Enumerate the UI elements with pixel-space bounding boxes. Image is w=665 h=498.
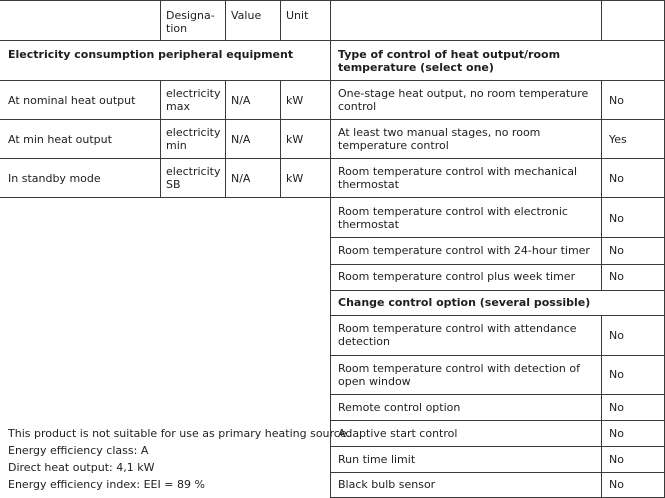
left-row-unit: kW [286,133,304,146]
left-row-value: N/A [231,172,251,185]
left-row-designation: electricity SB [166,165,221,191]
right-section-title: Type of control of heat output/room temperature (select one) [338,48,561,74]
left-row-value: N/A [231,94,251,107]
left-row-unit: kW [286,94,304,107]
option-row-value: No [609,478,624,491]
control-row-value: No [609,212,624,225]
option-row-value: No [609,401,624,414]
option-row-label: Remote control option [338,401,461,414]
note-efficiency-index: Energy efficiency index: EEI = 89 % [8,478,205,491]
left-row-label: At nominal heat output [8,94,136,107]
control-row-value: No [609,244,624,257]
control-row-label: Room temperature control with mechanical thermostat [338,165,578,191]
option-row-value: No [609,368,624,381]
right-section2-title: Change control option (several possible) [338,296,591,309]
header-designation: Designa- tion [166,9,215,35]
control-row-value: Yes [609,133,627,146]
left-row-designation: electricity min [166,126,221,152]
left-row-unit: kW [286,172,304,185]
control-row-value: No [609,94,624,107]
note-efficiency-class: Energy efficiency class: A [8,444,149,457]
left-row-value: N/A [231,133,251,146]
left-row-designation: electricity max [166,87,221,113]
control-row-label: Room temperature control with electronic thermostat [338,205,568,231]
option-row-label: Adaptive start control [338,427,458,440]
left-row-label: In standby mode [8,172,101,185]
note-primary-heating: This product is not suitable for use as primary heating source. [8,427,351,440]
control-row-label: Room temperature control plus week timer [338,270,576,283]
option-row-label: Black bulb sensor [338,478,436,491]
option-row-value: No [609,453,624,466]
control-row-label: One-stage heat output, no room temperature control [338,87,589,113]
option-row-label: Run time limit [338,453,416,466]
option-row-value: No [609,329,624,342]
left-row-label: At min heat output [8,133,112,146]
control-row-label: At least two manual stages, no room temperature control [338,126,541,152]
control-row-label: Room temperature control with 24-hour timer [338,244,590,257]
header-unit: Unit [286,9,309,22]
note-heat-output: Direct heat output: 4,1 kW [8,461,155,474]
control-row-value: No [609,270,624,283]
left-section-title: Electricity consumption peripheral equipment [8,48,294,61]
control-row-value: No [609,172,624,185]
header-value: Value [231,9,262,22]
option-row-value: No [609,427,624,440]
option-row-label: Room temperature control with detection of open window [338,362,580,388]
option-row-label: Room temperature control with attendance detection [338,322,577,348]
